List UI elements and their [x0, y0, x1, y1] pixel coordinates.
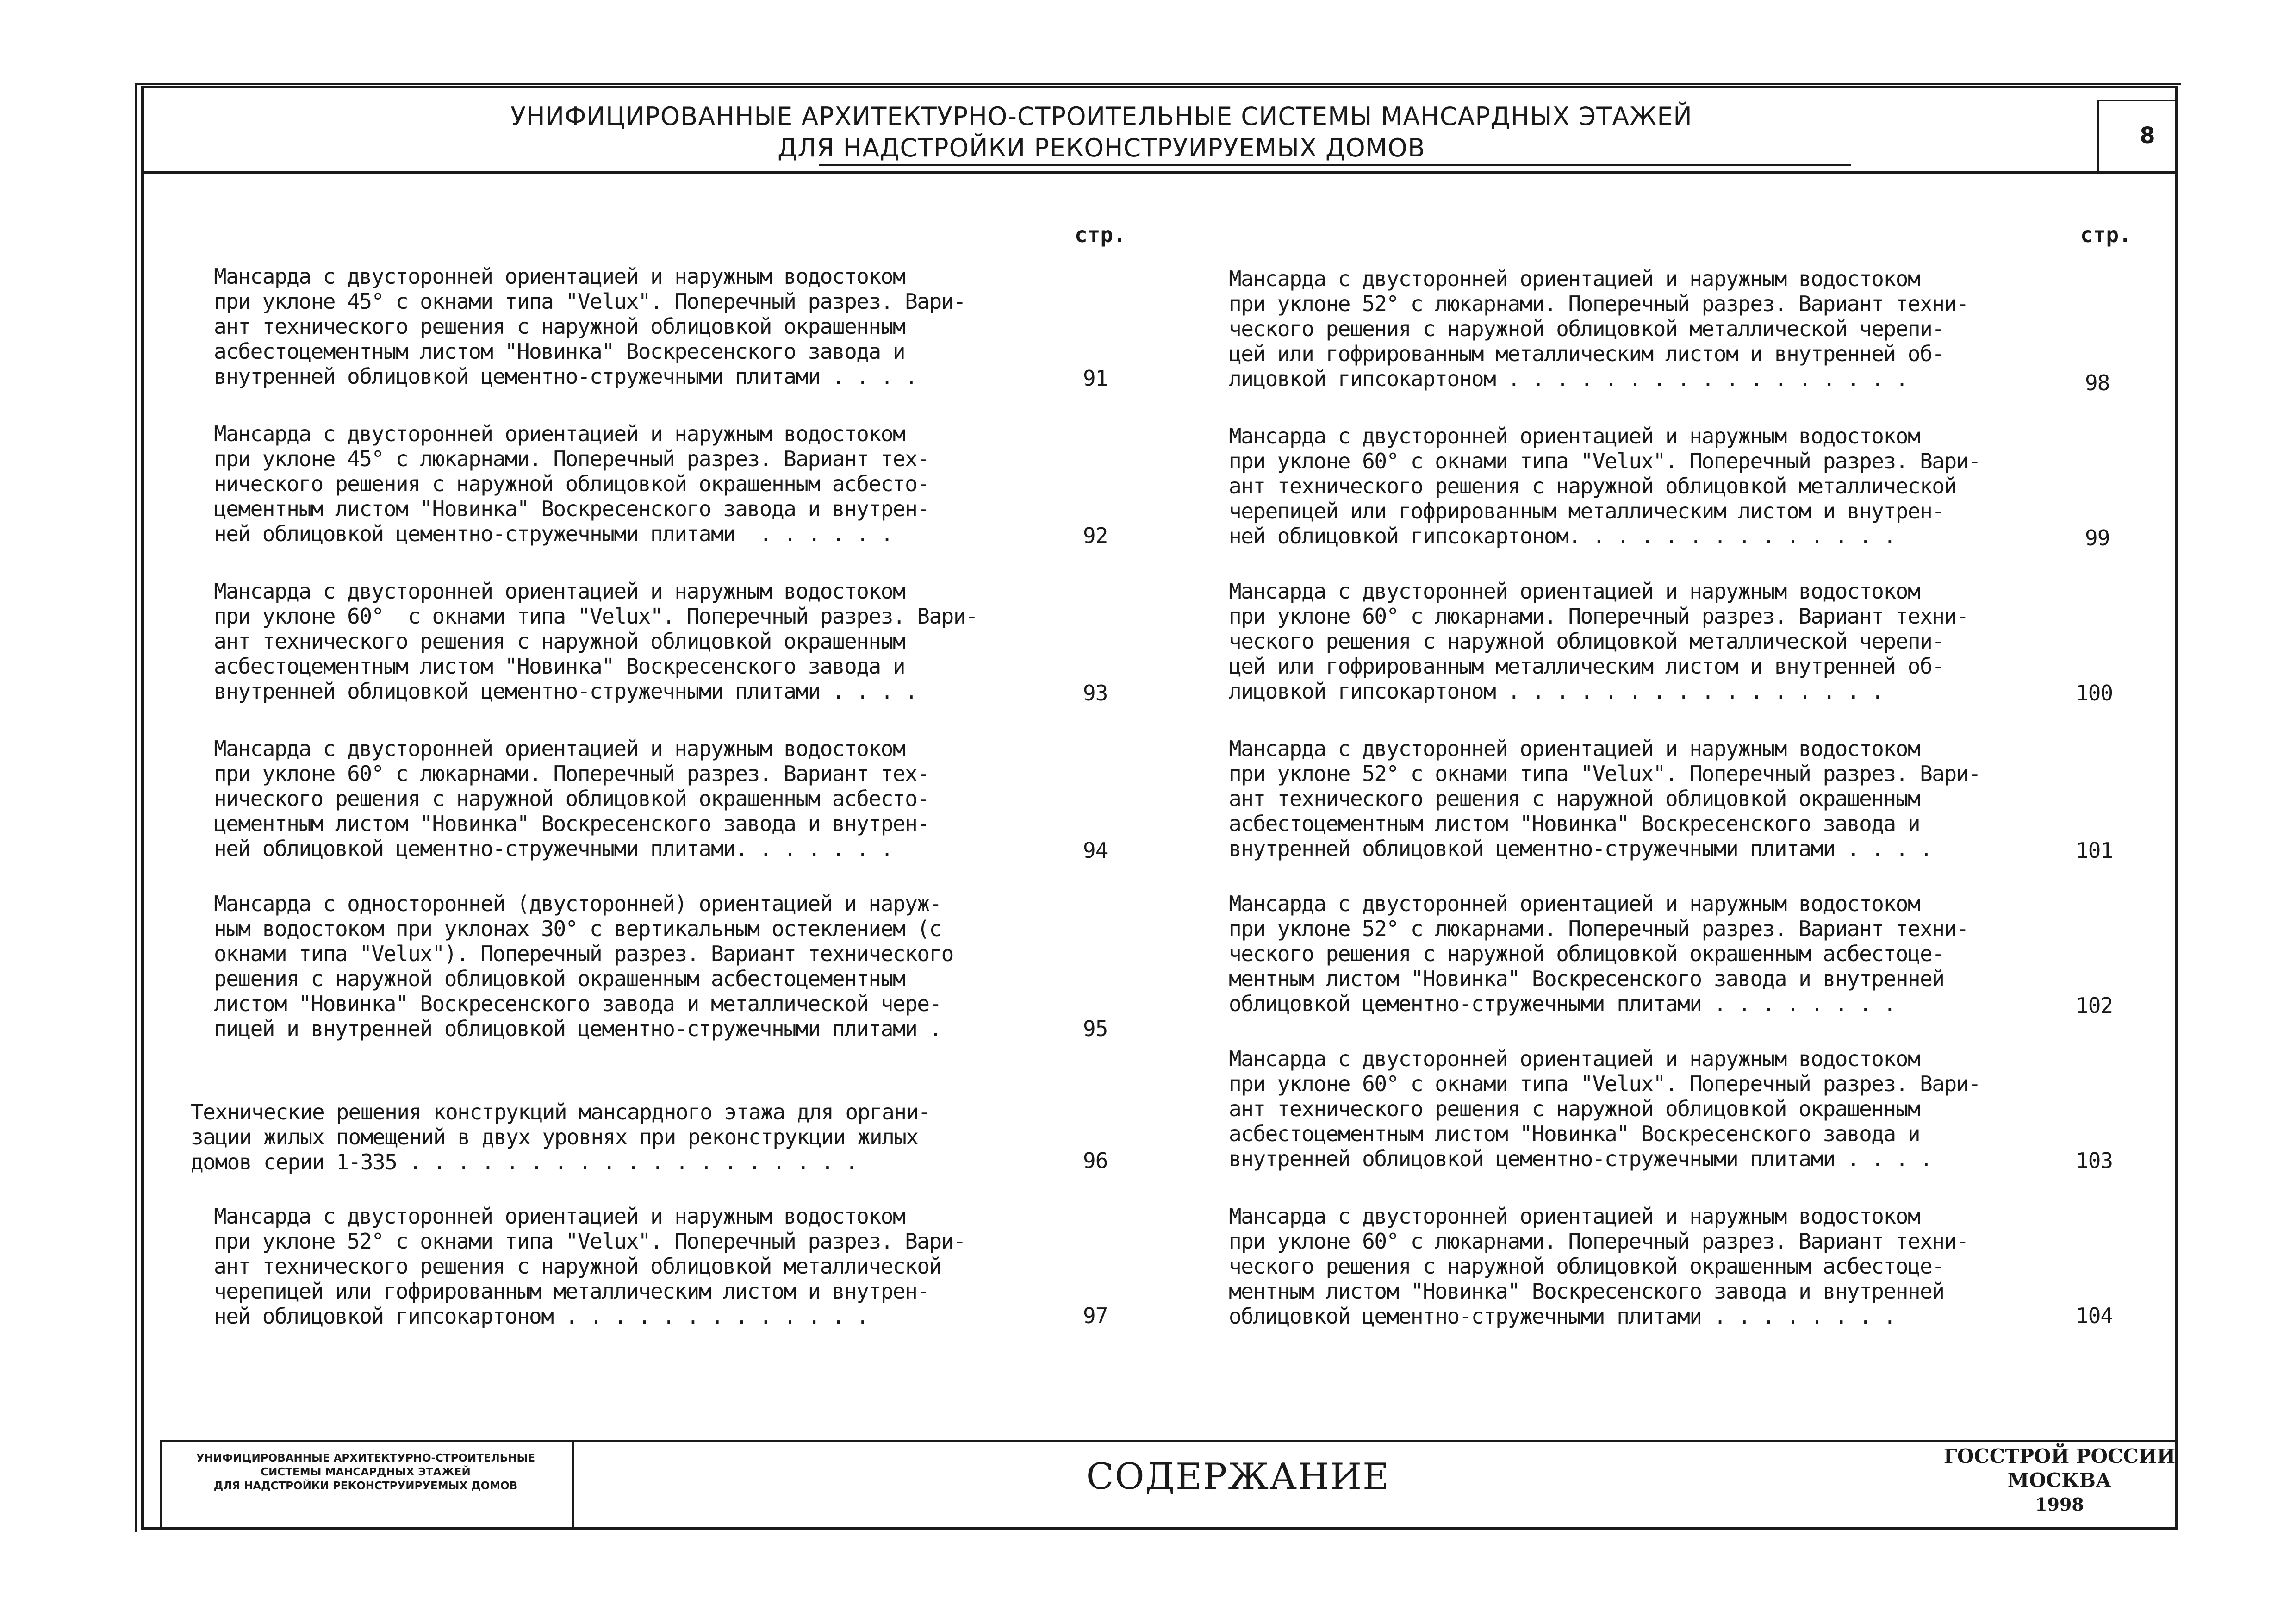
toc-entry-text: Мансарда с двусторонней ориентацией и наружным водостоком при уклоне 60° с люкарнами. Поперечный разрез. Вариант техни- ческого решения с наружной облицовкой металлической черепи- цей или гофрированным металлическим листом и внутренней об- лицовкой гипсокартоном . . . . . . . . . . . . . . . . — [1229, 579, 1968, 704]
toc-entry-text: Мансарда с двусторонней ориентацией и наружным водостоком при уклоне 60° с окнами типа "Velux". Поперечный разрез. Вари- ант технического решения с наружной облицовкой окрашенным асбестоцементным листом "Новинка" Воскресенского завода и внутренней облицовкой цементно-стружечными плитами . . . . — [1229, 1046, 1981, 1171]
organization-city: МОСКВА — [2007, 1469, 2112, 1492]
toc-entry-text: Мансарда с двусторонней ориентацией и наружным водостоком при уклоне 45° с люкарнами. Поперечный разрез. Вариант тех- нического решения с наружной облицовкой окрашенным асбесто- цементным листом "Новинка" Воскресенского завода и внутрен- ней облицовкой цементно-стружечными плитами . . . . . . — [214, 421, 929, 546]
frame-left-outer-edge — [135, 83, 137, 1532]
toc-entry-page: 99 — [2085, 525, 2110, 550]
header-bottom-rule — [141, 171, 2178, 174]
toc-entry-text: Мансарда с двусторонней ориентацией и наружным водостоком при уклоне 60° с окнами типа "Velux". Поперечный разрез. Вари- ант технического решения с наружной облицовкой металлической черепицей или гофрированным металлическим листом и внутрен- ней облицовкой гипсокартоном. . . . . . . . . . . . . . — [1229, 424, 1981, 549]
toc-entry — [1229, 579, 1968, 704]
header-title-line1: УНИФИЦИРОВАННЫЕ АРХИТЕКТУРНО-СТРОИТЕЛЬНЫЕ СИСТЕМЫ МАНСАРДНЫХ ЭТАЖЕЙ — [510, 102, 1692, 131]
toc-entry-page: 94 — [1083, 838, 1108, 863]
title-block-org-rule — [1944, 1441, 2175, 1442]
organization-block — [1925, 1444, 2194, 1517]
toc-entry-text: Мансарда с двусторонней ориентацией и наружным водостоком при уклоне 52° с окнами типа "Velux". Поперечный разрез. Вари- ант технического решения с наружной облицовкой металлической черепицей или гофрированным металлическим листом и внутрен- ней облицовкой гипсокартоном . . . . . . . . . . . . . — [214, 1204, 966, 1329]
right-page-column-label: стр. — [2080, 222, 2132, 247]
sheet-title: СОДЕРЖАНИЕ — [1086, 1456, 1390, 1498]
organization-name: ГОССТРОЙ РОССИИ — [1943, 1445, 2176, 1468]
series-name-line3: ДЛЯ НАДСТРОЙКИ РЕКОНСТРУИРУЕМЫХ ДОМОВ — [213, 1480, 518, 1492]
toc-entry-page: 91 — [1083, 366, 1108, 391]
toc-entry — [1229, 1046, 1980, 1171]
toc-entry-text: Мансарда с двусторонней ориентацией и наружным водостоком при уклоне 52° с люкарнами. Поперечный разрез. Вариант техни- ческого решения с наружной облицовкой окрашенным асбестоце- ментным листом "Новинка" Воскресенского завода и внутренней облицовкой цементно-стружечными плитами . . . . . . . . — [1229, 891, 1968, 1016]
toc-entry — [191, 1099, 930, 1174]
toc-entry-page: 103 — [2076, 1148, 2113, 1173]
header-title-underline — [819, 164, 1851, 166]
toc-entry — [1229, 1204, 1968, 1329]
toc-entry-text: Мансарда с двусторонней ориентацией и наружным водостоком при уклоне 52° с люкарнами. Поперечный разрез. Вариант техни- ческого решения с наружной облицовкой металлической черепи- цей или гофрированным металлическим листом и внутренней об- лицовкой гипсокартоном . . . . . . . . . . . . . . . . . — [1229, 266, 1968, 391]
title-block-bottom-rule — [141, 1528, 2178, 1530]
toc-entry — [1229, 424, 1980, 549]
toc-entry-page: 92 — [1083, 523, 1108, 548]
series-name-block — [162, 1451, 569, 1493]
toc-entry-text: Мансарда с односторонней (двусторонней) ориентацией и наруж- ным водостоком при уклонах 30° с вертикальным остеклением (с окнами типа "Velux"). Поперечный разрез. Вариант технического решения с наружной облицовкой окрашенным асбестоцементным листом "Новинка" Воскресенского завода и металлической чере- пицей и внутренней облицовкой цементно-стружечными плитами . — [214, 891, 953, 1041]
toc-entry-text: Мансарда с двусторонней ориентацией и наружным водостоком при уклоне 52° с окнами типа "Velux". Поперечный разрез. Вари- ант технического решения с наружной облицовкой окрашенным асбестоцементным листом "Новинка" Воскресенского завода и внутренней облицовкой цементно-стружечными плитами . . . . — [1229, 736, 1981, 861]
toc-entry-page: 98 — [2085, 370, 2110, 395]
toc-entry-page: 97 — [1083, 1303, 1108, 1328]
toc-entry-text: Мансарда с двусторонней ориентацией и наружным водостоком при уклоне 45° с окнами типа "Velux". Поперечный разрез. Вари- ант технического решения с наружной облицовкой окрашенным асбестоцементным листом "Новинка" Воскресенского завода и внутренней облицовкой цементно-стружечными плитами . . . . — [214, 264, 966, 389]
toc-entry — [1229, 891, 1968, 1016]
left-page-column-label: стр. — [1075, 222, 1126, 247]
series-name-line2: СИСТЕМЫ МАНСАРДНЫХ ЭТАЖЕЙ — [261, 1466, 471, 1478]
header-title-line2: ДЛЯ НАДСТРОЙКИ РЕКОНСТРУИРУЕМЫХ ДОМОВ — [778, 133, 1425, 162]
toc-entry — [214, 579, 977, 704]
toc-entry-page: 104 — [2076, 1303, 2113, 1328]
toc-entry-text: Технические решения конструкций мансардного этажа для органи- зации жилых помещений в двух уровнях при реконструкции жилых домов серии 1-335 . . . . . . . . . . . . . . . . . . . — [191, 1099, 930, 1174]
frame-top-outer-edge — [135, 83, 2181, 85]
toc-entry-page: 95 — [1083, 1016, 1108, 1041]
toc-entry-page: 102 — [2076, 993, 2113, 1018]
toc-entry-page: 96 — [1083, 1148, 1108, 1173]
series-name-line1: УНИФИЦИРОВАННЫЕ АРХИТЕКТУРНО-СТРОИТЕЛЬНЫЕ — [196, 1452, 535, 1464]
toc-entry-text: Мансарда с двусторонней ориентацией и наружным водостоком при уклоне 60° с люкарнами. Поперечный разрез. Вариант техни- ческого решения с наружной облицовкой окрашенным асбестоце- ментным листом "Новинка" Воскресенского завода и внутренней облицовкой цементно-стружечными плитами . . . . . . . . — [1229, 1204, 1968, 1329]
publication-year: 1998 — [2035, 1494, 2084, 1515]
toc-entry — [214, 1204, 965, 1329]
toc-entry — [214, 264, 965, 389]
toc-entry — [214, 736, 929, 861]
toc-entry-page: 93 — [1083, 681, 1108, 706]
toc-entry — [1229, 736, 1980, 861]
toc-entry-page: 101 — [2076, 838, 2113, 863]
toc-entry — [214, 421, 929, 546]
title-block-divider-left — [572, 1440, 574, 1528]
title-block-top-rule — [160, 1440, 2178, 1442]
sheet-number: 8 — [2140, 123, 2155, 149]
sheet-number-divider — [2097, 100, 2099, 174]
toc-entry — [1229, 266, 1968, 391]
toc-entry — [214, 891, 953, 1041]
toc-entry-text: Мансарда с двусторонней ориентацией и наружным водостоком при уклоне 60° с люкарнами. Поперечный разрез. Вариант тех- нического решения с наружной облицовкой окрашенным асбесто- цементным листом "Новинка" Воскресенского завода и внутрен- ней облицовкой цементно-стружечными плитами. . . . . . . — [214, 736, 929, 861]
toc-entry-text: Мансарда с двусторонней ориентацией и наружным водостоком при уклоне 60° с окнами типа "Velux". Поперечный разрез. Вари- ант технического решения с наружной облицовкой окрашенным асбестоцементным листом "Новинка" Воскресенского завода и внутренней облицовкой цементно-стружечными плитами . . . . — [214, 579, 978, 704]
header-top-rule — [2097, 100, 2178, 101]
toc-entry-page: 100 — [2076, 681, 2113, 706]
